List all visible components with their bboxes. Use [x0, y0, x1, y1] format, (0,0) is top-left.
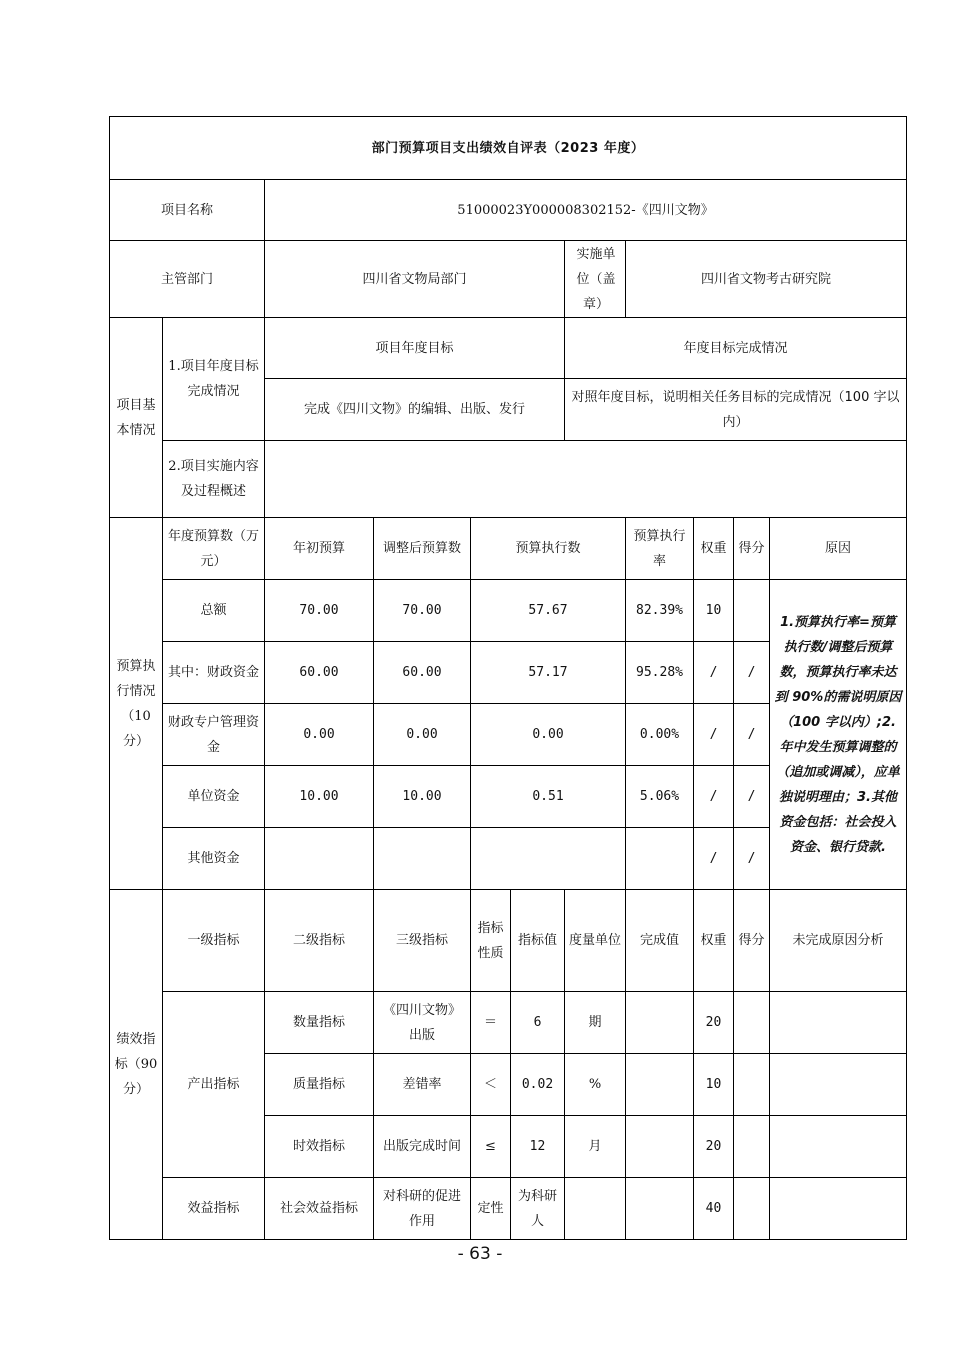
budget-row-rate: 82.39%	[626, 580, 694, 642]
annual-goal-header: 项目年度目标	[265, 318, 565, 379]
goal-completion-header: 年度目标完成情况	[565, 318, 907, 379]
budget-row-weight: /	[694, 828, 734, 890]
perf-row-level3: 差错率	[374, 1054, 471, 1116]
budget-reason-note: 1.预算执行率=预算执行数/调整后预算数，预算执行率未达到 90%的需说明原因（100 字以内）;2.年中发生预算调整的（追加或调减），应单独说明理由；3.其他资金包括：社会投入资金、银行贷款.	[770, 580, 907, 890]
perf-row-value: 为科研人	[511, 1178, 565, 1240]
budget-row-rate: 0.00%	[626, 704, 694, 766]
perf-row-score	[734, 1116, 770, 1178]
table-row	[110, 1178, 907, 1240]
implementation-content-value	[265, 441, 907, 518]
perf-row-score	[734, 992, 770, 1054]
perf-row-level3: 对科研的促进作用	[374, 1178, 471, 1240]
goal-completion-value: 对照年度目标，说明相关任务目标的完成情况（100 字以内）	[565, 379, 907, 441]
perf-row-nature: ＜	[471, 1054, 511, 1116]
perf-row-level2: 数量指标	[265, 992, 374, 1054]
perf-row-weight: 40	[694, 1178, 734, 1240]
budget-section-label: 预算执行情况（10分）	[110, 518, 163, 890]
perf-row-score	[734, 1054, 770, 1116]
perf-row-completed	[626, 1178, 694, 1240]
implementation-content-label: 2.项目实施内容及过程概述	[163, 441, 265, 518]
department-value: 四川省文物局部门	[265, 241, 565, 318]
perf-header-level3: 三级指标	[374, 890, 471, 992]
perf-row-value: 12	[511, 1116, 565, 1178]
perf-row-level3: 出版完成时间	[374, 1116, 471, 1178]
budget-row-score: /	[734, 766, 770, 828]
budget-row-adjusted	[374, 828, 471, 890]
department-label: 主管部门	[110, 241, 265, 318]
perf-row-reason	[770, 1116, 907, 1178]
perf-row-unit: %	[565, 1054, 626, 1116]
output-indicator-label: 产出指标	[163, 992, 265, 1178]
budget-row-rate: 95.28%	[626, 642, 694, 704]
page-number: - 63 -	[457, 1244, 503, 1264]
budget-row-name: 总额	[163, 580, 265, 642]
perf-row-reason	[770, 992, 907, 1054]
perf-row-weight: 10	[694, 1054, 734, 1116]
benefit-indicator-label: 效益指标	[163, 1178, 265, 1240]
budget-row-initial: 60.00	[265, 642, 374, 704]
budget-row-initial: 0.00	[265, 704, 374, 766]
perf-row-completed	[626, 992, 694, 1054]
budget-row-weight: /	[694, 642, 734, 704]
budget-row-executed: 57.17	[471, 642, 626, 704]
budget-row-initial: 70.00	[265, 580, 374, 642]
budget-header-category: 年度预算数（万元）	[163, 518, 265, 580]
budget-row-adjusted: 70.00	[374, 580, 471, 642]
perf-row-level3: 《四川文物》出版	[374, 992, 471, 1054]
perf-header-value: 指标值	[511, 890, 565, 992]
budget-header-score: 得分	[734, 518, 770, 580]
perf-row-completed	[626, 1116, 694, 1178]
perf-header-completed: 完成值	[626, 890, 694, 992]
budget-row-score: /	[734, 704, 770, 766]
perf-row-reason	[770, 1178, 907, 1240]
perf-row-nature: ≤	[471, 1116, 511, 1178]
project-name-label: 项目名称	[110, 180, 265, 241]
table-row	[110, 580, 907, 642]
perf-row-score	[734, 1178, 770, 1240]
budget-row-rate: 5.06%	[626, 766, 694, 828]
perf-header-reason: 未完成原因分析	[770, 890, 907, 992]
budget-row-weight: /	[694, 704, 734, 766]
perf-row-nature: 定性	[471, 1178, 511, 1240]
budget-header-initial: 年初预算	[265, 518, 374, 580]
perf-row-value: 0.02	[511, 1054, 565, 1116]
budget-row-rate	[626, 828, 694, 890]
perf-row-unit: 月	[565, 1116, 626, 1178]
implementing-unit-value: 四川省文物考古研究院	[626, 241, 907, 318]
perf-row-level2: 质量指标	[265, 1054, 374, 1116]
performance-self-evaluation-table	[109, 116, 907, 1240]
basic-info-section-label: 项目基本情况	[110, 318, 163, 518]
perf-header-score: 得分	[734, 890, 770, 992]
perf-row-unit	[565, 1178, 626, 1240]
budget-row-executed	[471, 828, 626, 890]
budget-row-score: /	[734, 828, 770, 890]
perf-header-level2: 二级指标	[265, 890, 374, 992]
perf-row-level2: 时效指标	[265, 1116, 374, 1178]
budget-row-name: 其他资金	[163, 828, 265, 890]
budget-row-initial: 10.00	[265, 766, 374, 828]
perf-row-unit: 期	[565, 992, 626, 1054]
perf-row-weight: 20	[694, 992, 734, 1054]
budget-header-reason: 原因	[770, 518, 907, 580]
perf-header-weight: 权重	[694, 890, 734, 992]
perf-header-level1: 一级指标	[163, 890, 265, 992]
performance-section-label: 绩效指标（90分）	[110, 890, 163, 1240]
budget-row-weight: 10	[694, 580, 734, 642]
perf-row-weight: 20	[694, 1116, 734, 1178]
perf-row-completed	[626, 1054, 694, 1116]
budget-header-weight: 权重	[694, 518, 734, 580]
perf-header-unit: 度量单位	[565, 890, 626, 992]
annual-goal-label: 1.项目年度目标完成情况	[163, 318, 265, 441]
budget-row-score: /	[734, 642, 770, 704]
budget-row-weight: /	[694, 766, 734, 828]
perf-row-value: 6	[511, 992, 565, 1054]
annual-goal-value: 完成《四川文物》的编辑、出版、发行	[265, 379, 565, 441]
project-name-value: 51000023Y000008302152-《四川文物》	[265, 180, 907, 241]
budget-row-adjusted: 60.00	[374, 642, 471, 704]
budget-row-name: 单位资金	[163, 766, 265, 828]
budget-row-score	[734, 580, 770, 642]
budget-row-executed: 0.51	[471, 766, 626, 828]
table-row	[110, 992, 907, 1054]
budget-row-executed: 0.00	[471, 704, 626, 766]
budget-header-rate: 预算执行率	[626, 518, 694, 580]
perf-row-nature: ＝	[471, 992, 511, 1054]
budget-row-initial	[265, 828, 374, 890]
budget-row-name: 财政专户管理资金	[163, 704, 265, 766]
budget-row-executed: 57.67	[471, 580, 626, 642]
budget-header-executed: 预算执行数	[471, 518, 626, 580]
implementing-unit-label: 实施单位（盖章）	[565, 241, 626, 318]
perf-row-level2: 社会效益指标	[265, 1178, 374, 1240]
budget-row-name: 其中：财政资金	[163, 642, 265, 704]
perf-header-nature: 指标性质	[471, 890, 511, 992]
budget-row-adjusted: 0.00	[374, 704, 471, 766]
perf-row-reason	[770, 1054, 907, 1116]
page-title: 部门预算项目支出绩效自评表（2023 年度）	[110, 117, 907, 180]
budget-row-adjusted: 10.00	[374, 766, 471, 828]
budget-header-adjusted: 调整后预算数	[374, 518, 471, 580]
